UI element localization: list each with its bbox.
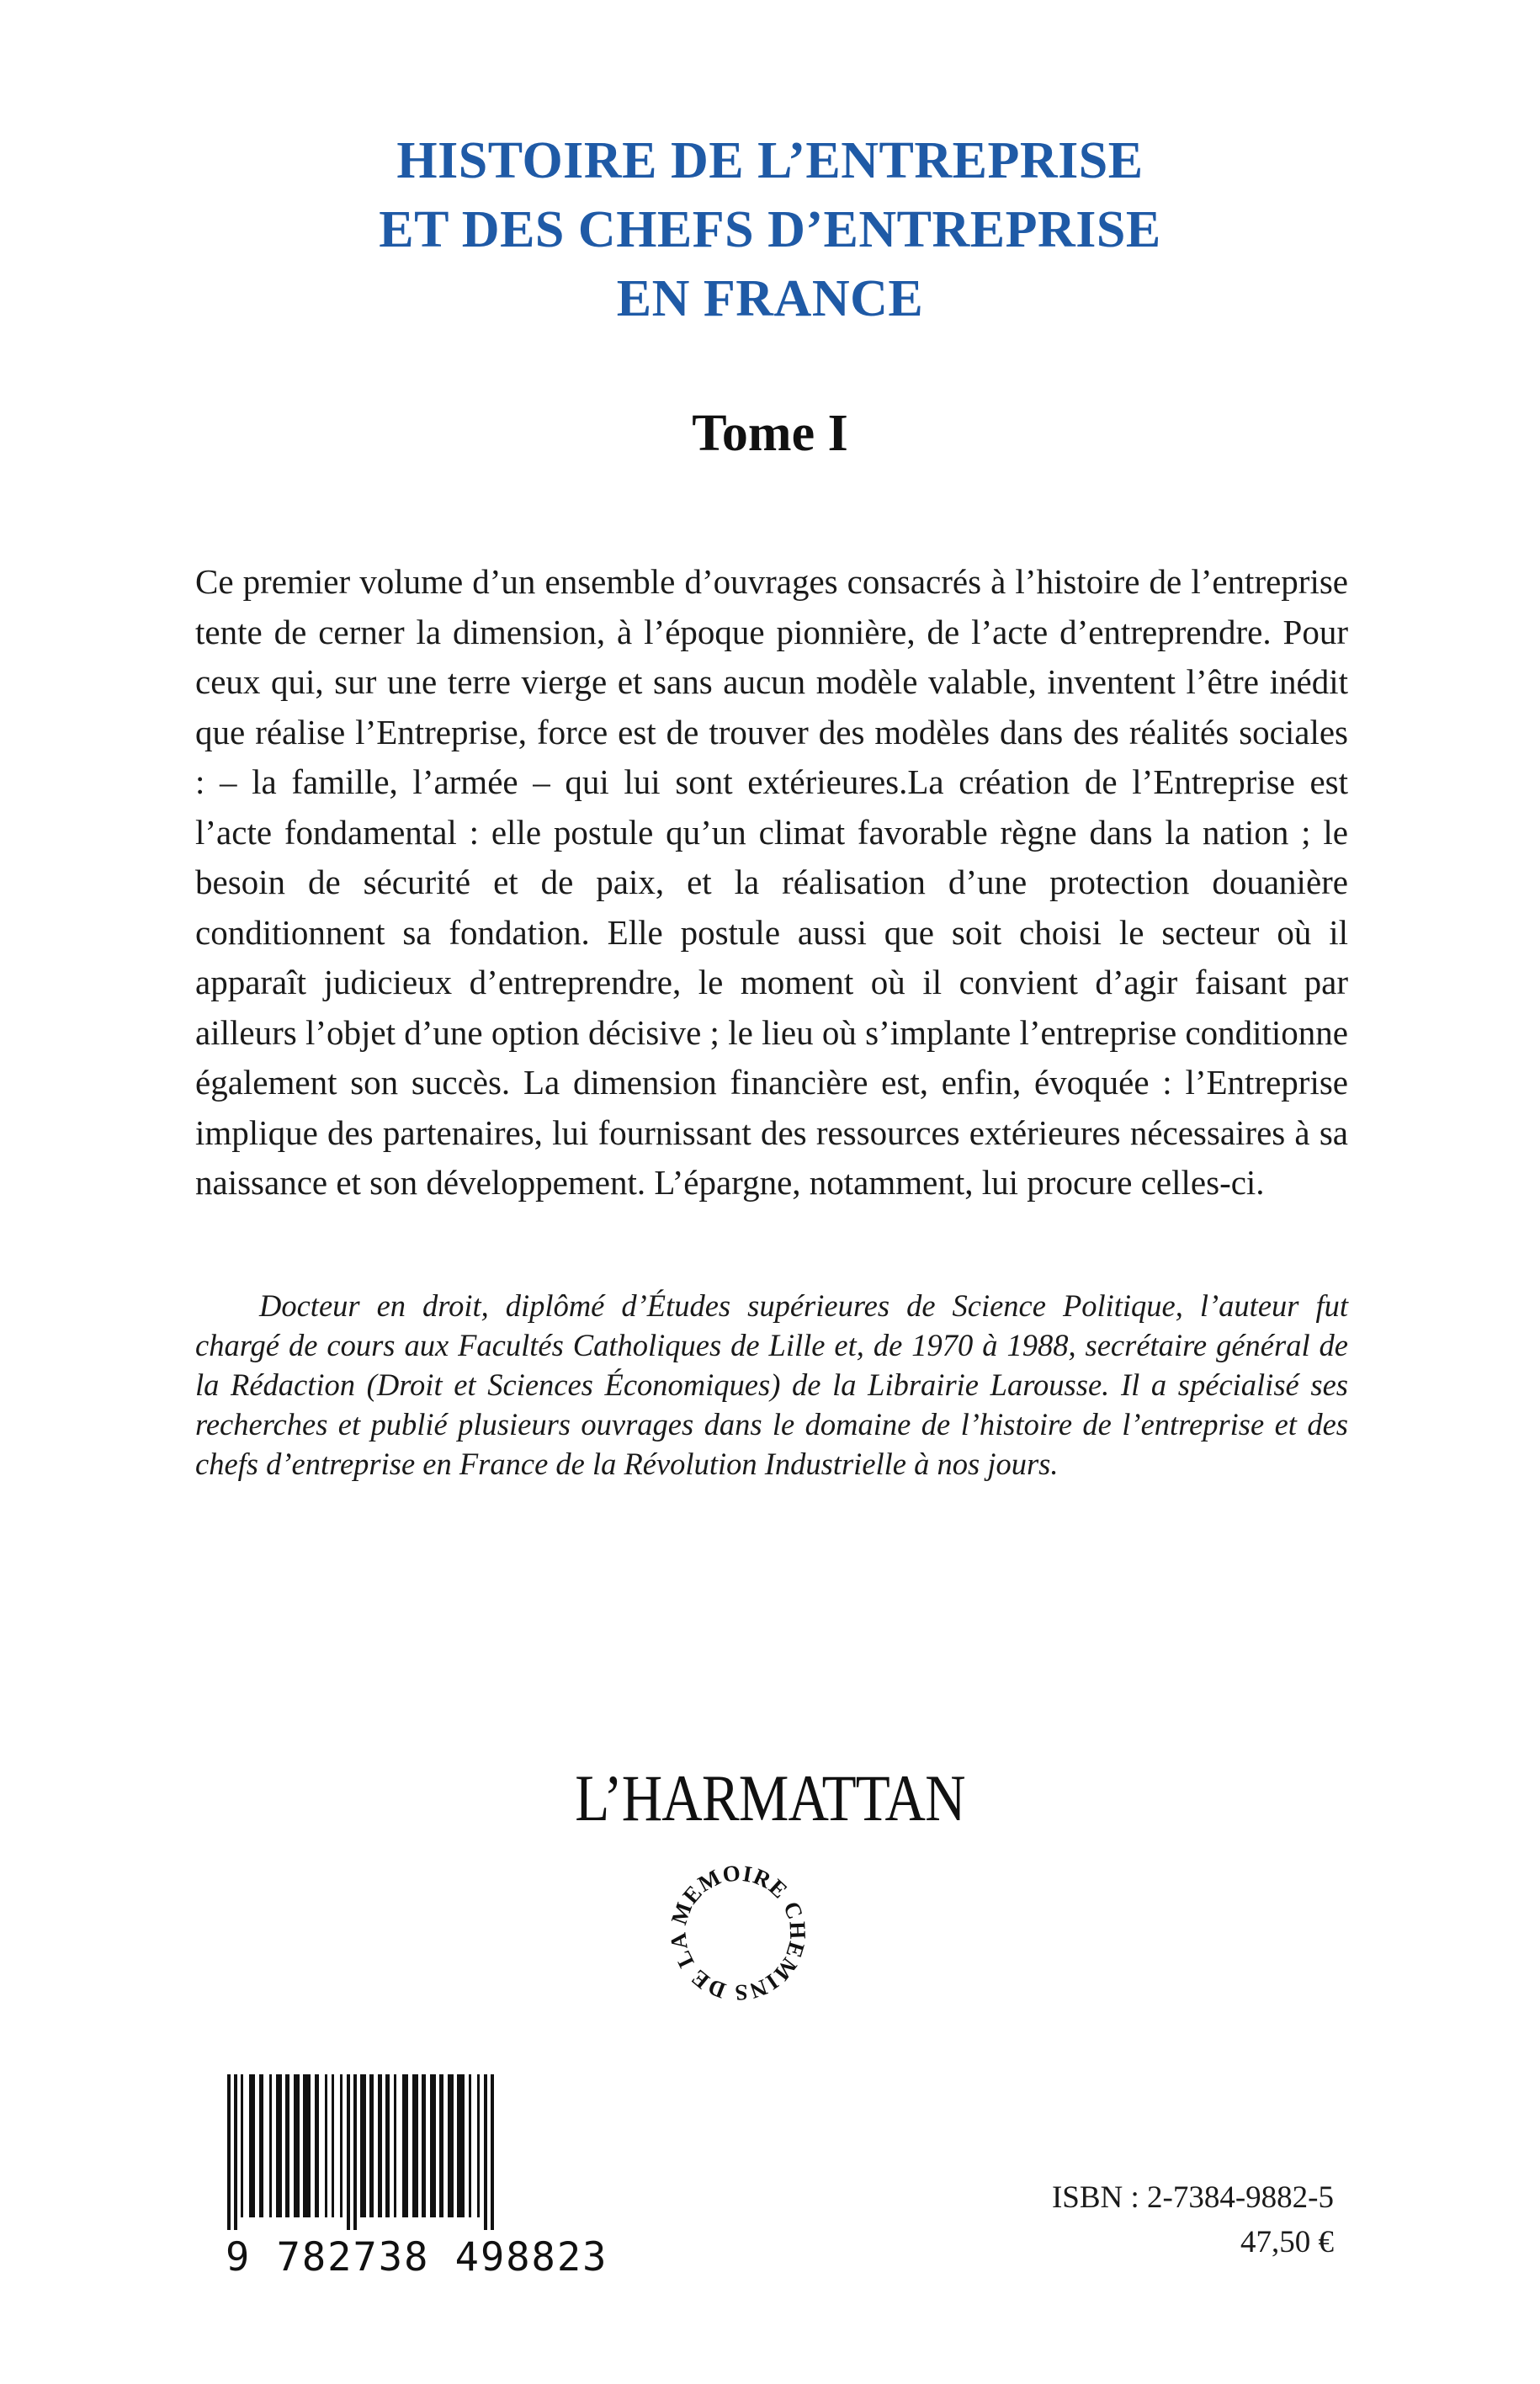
barcode-bar	[430, 2074, 436, 2217]
title-line-1: HISTOIRE DE L’ENTREPRISE	[396, 132, 1144, 189]
author-bio: Docteur en droit, diplômé d’Études supérieures de Science Politique, l’auteur fut chargé de cours aux Facultés Catholiques de Lille et, de 1970 à 1988, secrétaire général de la Rédaction (Droit et Sciences Économiques) de la Librairie Larousse. Il a spécialisé ses recherches et publié plusieurs ouvrages dans le domaine de l’histoire de l’entreprise et des chefs d’entreprise en France de la Révolution Industrielle à nos jours.	[195, 1288, 1348, 1481]
isbn: ISBN : 2-7384-9882-5	[1051, 2180, 1334, 2215]
barcode-bar	[422, 2074, 426, 2217]
barcode-bar	[469, 2074, 471, 2217]
barcode-icon	[226, 2074, 579, 2230]
barcode-bar	[369, 2074, 374, 2217]
barcode-bar	[325, 2074, 327, 2217]
barcode-digits: 9 782738 498823	[226, 2234, 608, 2280]
price: 47,50 €	[1240, 2225, 1334, 2259]
book-title	[0, 126, 1540, 333]
title-line-2: ET DES CHEFS D’ENTREPRISE	[379, 201, 1161, 258]
barcode-bar	[378, 2074, 382, 2217]
svg-text:MEMOIRE CHEMINS DE LA: MEMOIRE CHEMINS DE LA	[665, 1860, 811, 2006]
collection-logo-icon	[658, 1853, 818, 2013]
barcode-bar	[491, 2074, 494, 2230]
barcode-bar	[276, 2074, 282, 2217]
title-line-3: EN FRANCE	[616, 270, 924, 327]
barcode-bar	[285, 2074, 289, 2217]
barcode-bar	[402, 2074, 408, 2217]
barcode-bar	[269, 2074, 272, 2217]
barcode-bar	[385, 2074, 390, 2217]
barcode-bar	[448, 2074, 454, 2217]
barcode-bar	[249, 2074, 255, 2217]
barcode-bar	[477, 2074, 480, 2217]
barcode-bar	[227, 2074, 231, 2230]
barcode-bar	[412, 2074, 418, 2217]
barcode-bar	[234, 2074, 237, 2230]
barcode	[226, 2074, 608, 2280]
barcode-bar	[294, 2074, 300, 2217]
barcode-bar	[332, 2074, 334, 2217]
barcode-bar	[457, 2074, 465, 2217]
barcode-bar	[303, 2074, 311, 2217]
barcode-bar	[315, 2074, 319, 2217]
barcode-bar	[340, 2074, 343, 2217]
barcode-bar	[394, 2074, 396, 2217]
barcode-bar	[484, 2074, 487, 2230]
book-summary: Ce premier volume d’un ensemble d’ouvrages consacrés à l’histoire de l’entreprise tente de cerner la dimension, à l’époque pionnière, de l’acte d’entreprendre. Pour ceux qui, sur une terre vierge et sans aucun modèle valable, inventent l’être inédit que réalise l’Entreprise, force est de trouver des modèles dans des réalités sociales : – la famille, l’armée – qui lui sont extérieures.La création de l’Entreprise est l’acte fondamental : elle postule qu’un climat favorable règne dans la nation ; le besoin de sécurité et de paix, et la réalisation d’une protection douanière conditionnent sa fondation. Elle postule aussi que soit choisi le secteur où il apparaît judicieux d’entreprendre, le moment où il convient d’agir faisant par ailleurs l’objet d’une option décisive ; le lieu où s’implante l’entreprise conditionne également son succès. La dimension financière est, enfin, évoquée : l’Entreprise implique des partenaires, lui fournissant des ressources extérieures nécessaires à sa naissance et son développement. L’épargne, notamment, lui procure celles-ci.	[195, 562, 1348, 1202]
barcode-bar	[439, 2074, 443, 2217]
barcode-bar	[241, 2074, 243, 2217]
barcode-bar	[360, 2074, 366, 2217]
barcode-bar	[353, 2074, 357, 2230]
publisher-name: L’HARMATTAN	[575, 1761, 965, 1834]
barcode-bar	[259, 2074, 263, 2217]
barcode-bar	[347, 2074, 350, 2230]
volume-label: Tome I	[692, 405, 848, 462]
